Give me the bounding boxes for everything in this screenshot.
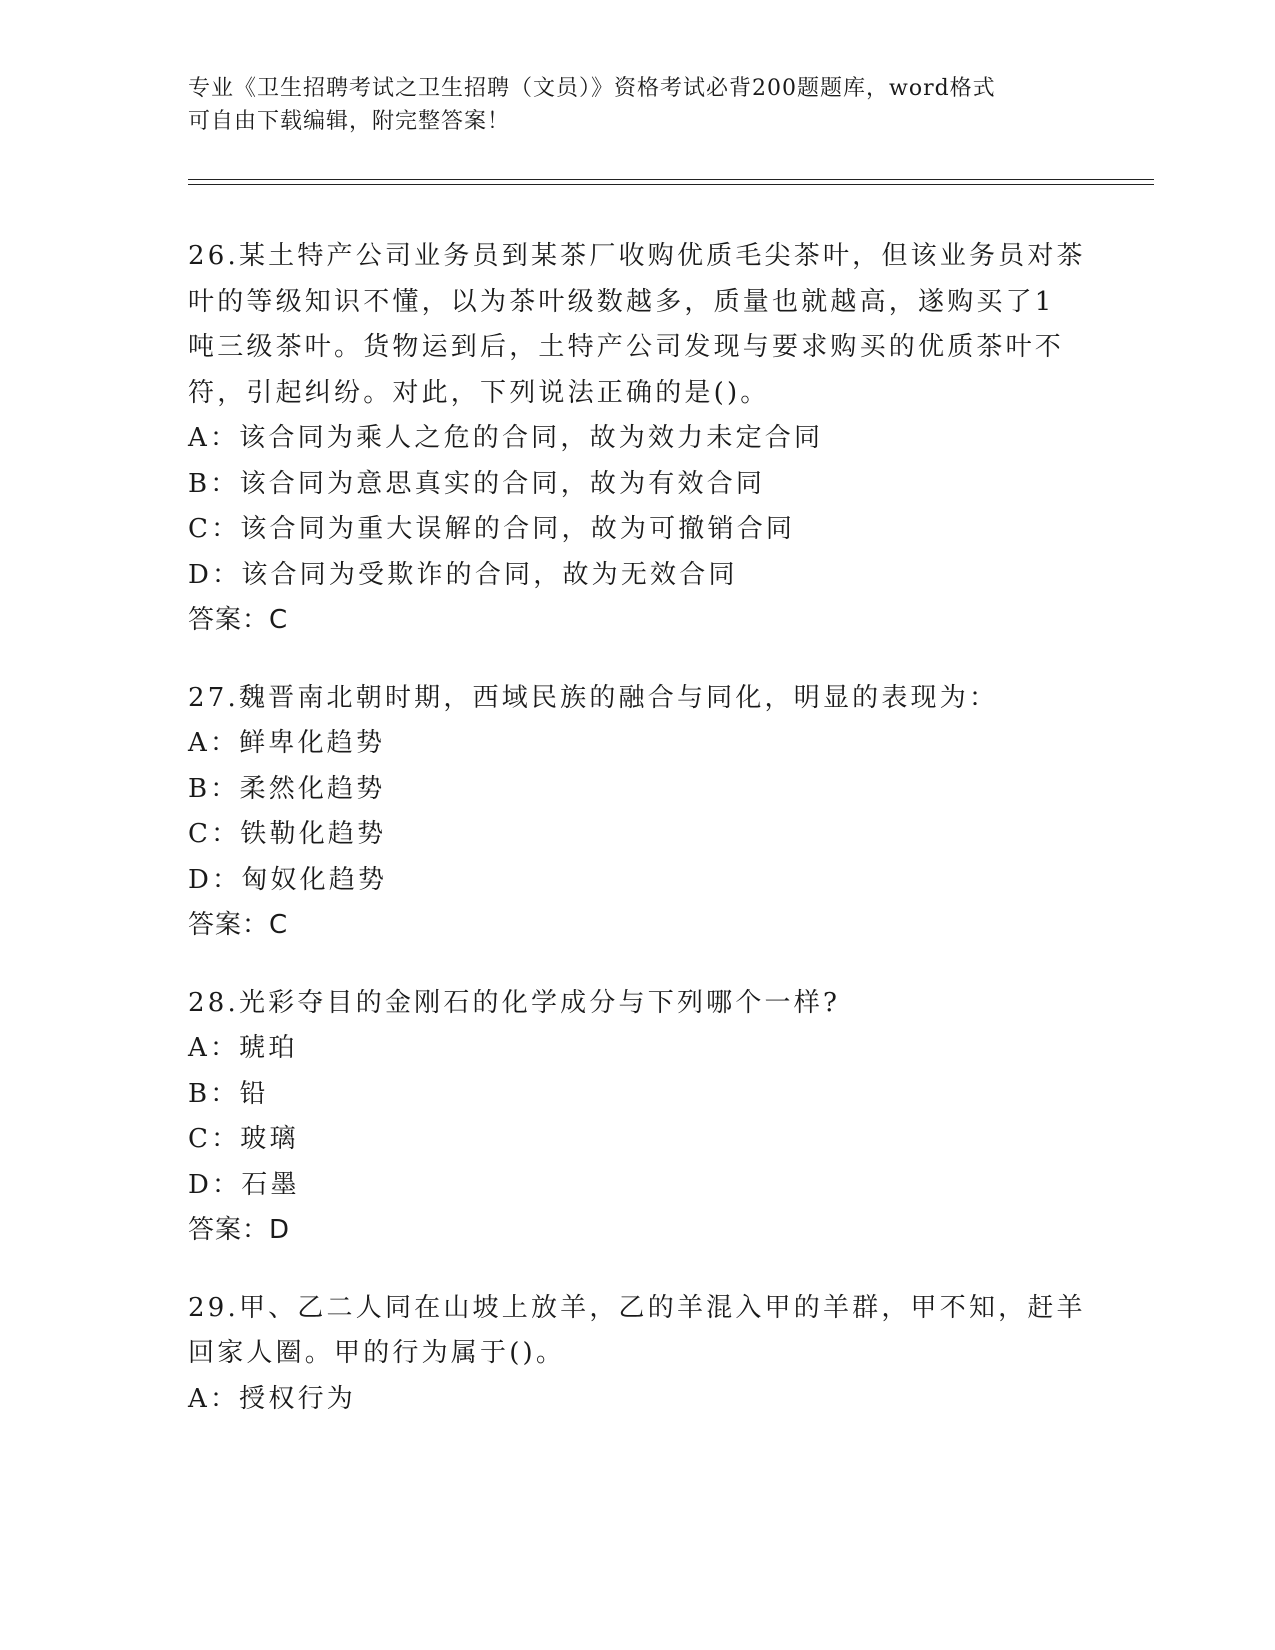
stem-line: 26.某土特产公司业务员到某茶厂收购优质毛尖茶叶，但该业务员对茶 [188,241,1086,271]
option-b: B：该合同为意思真实的合同，故为有效合同 [188,468,766,499]
option-a: A：授权行为 [188,1383,356,1414]
option-d: D：该合同为受欺诈的合同，故为无效合同 [188,559,738,590]
option-d: D：石墨 [188,1169,300,1200]
option-b: B：铅 [188,1078,269,1109]
document-header [188,72,1088,138]
stem-line: 28.光彩夺目的金刚石的化学成分与下列哪个一样? [188,987,841,1018]
header-divider-bottom [188,184,1154,185]
stem-line: 回家人圈。甲的行为属于()。 [188,1338,566,1368]
question-28 [188,981,1088,1254]
answer-line: 答案：C [188,605,289,635]
answer-line: 答案：C [188,910,289,940]
question-27 [188,676,1088,949]
option-c: C：玻璃 [188,1124,299,1154]
option-c: C：铁勒化趋势 [188,819,387,849]
header-line-2: 可自由下载编辑，附完整答案！ [188,109,511,134]
stem-line: 27.魏晋南北朝时期，西域民族的融合与同化，明显的表现为： [188,682,999,713]
stem-line: 符，引起纠纷。对此，下列说法正确的是()。 [188,377,770,408]
option-c: C：该合同为重大误解的合同，故为可撤销合同 [188,514,796,544]
option-b: B：柔然化趋势 [188,773,386,804]
header-divider-top [188,179,1154,180]
question-26 [188,234,1088,644]
answer-line: 答案：D [188,1215,291,1245]
stem-line: 29.甲、乙二人同在山坡上放羊，乙的羊混入甲的羊群，甲不知，赶羊 [188,1292,1086,1323]
option-a: A：该合同为乘人之危的合同，故为效力未定合同 [188,423,824,453]
question-stem [188,676,1088,722]
question-stem [188,981,1088,1027]
option-a: A：琥珀 [188,1033,298,1063]
question-stem [188,234,1088,416]
question-list [188,234,1088,1454]
option-a: A：鲜卑化趋势 [188,728,386,758]
stem-line: 吨三级茶叶。货物运到后，土特产公司发现与要求购买的优质茶叶不 [188,332,1065,362]
question-stem [188,1286,1088,1377]
header-line-1: 专业《卫生招聘考试之卫生招聘（文员）》资格考试必背200题题库，word格式 [188,76,996,101]
question-29 [188,1286,1088,1423]
stem-line: 叶的等级知识不懂，以为茶叶级数越多，质量也就越高，遂购买了1 [188,286,1055,317]
option-d: D：匈奴化趋势 [188,864,388,895]
